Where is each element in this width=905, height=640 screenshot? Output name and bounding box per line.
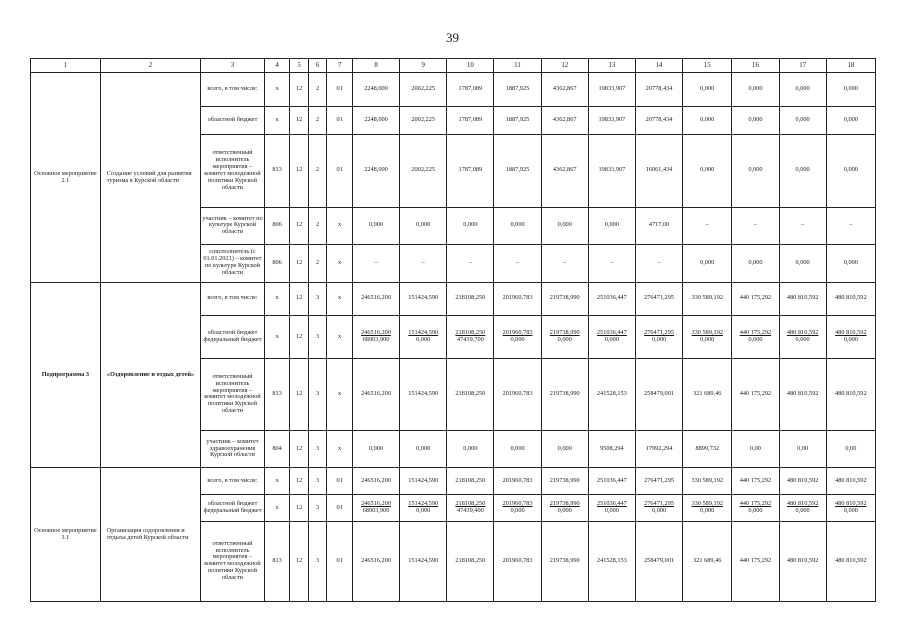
amount-regional: 251036,447 xyxy=(596,500,627,508)
amount-cell: 201960,783 xyxy=(494,468,541,495)
page-number: 39 xyxy=(446,30,459,45)
amount-federal: 0,000 xyxy=(557,506,572,514)
amount-cell: – xyxy=(826,208,875,245)
amount-cell: 19833,907 xyxy=(588,106,635,134)
amount-cell: – xyxy=(541,244,588,282)
amount-federal: 0,000 xyxy=(557,336,572,344)
amount-regional: 276471,295 xyxy=(644,500,675,508)
amount-cell: 1787,089 xyxy=(447,106,494,134)
code-cell-c5: 12 xyxy=(290,208,308,245)
amount-cell: 480 810,592 xyxy=(779,282,826,315)
amount-cell: 16061,434 xyxy=(635,134,682,207)
code-cell-c4: x xyxy=(264,316,290,359)
amount-cell xyxy=(447,316,494,359)
code-cell-c7: 01 xyxy=(327,495,353,522)
amount-cell: 480 810,592 xyxy=(779,468,826,495)
amount-cell xyxy=(541,495,588,522)
amount-federal: 68903,900 xyxy=(362,506,390,514)
code-cell-c6: 2 xyxy=(308,244,326,282)
amount-cell: 0,000 xyxy=(400,430,447,468)
amount-cell: 0,000 xyxy=(683,134,732,207)
amount-cell: 241528,153 xyxy=(588,359,635,430)
amount-cell xyxy=(400,316,447,359)
code-cell-c4: x xyxy=(264,73,290,106)
amount-cell: 0,000 xyxy=(352,208,399,245)
program-title: Организация оздоровления и отдыха детей Курской области xyxy=(100,468,200,602)
amount-federal: 0,000 xyxy=(651,336,667,344)
amount-cell: 1887,925 xyxy=(494,134,541,207)
column-number: 4 xyxy=(264,59,290,73)
amount-cell: 219738,990 xyxy=(541,282,588,315)
code-cell-c4: 806 xyxy=(264,244,290,282)
amount-federal: 0,000 xyxy=(651,506,667,514)
amount-cell: 1787,089 xyxy=(447,73,494,106)
program-title: Создание условий для развития туризма в Курской области xyxy=(100,73,200,282)
code-cell-c4: 813 xyxy=(264,359,290,430)
amount-cell: 218108,250 xyxy=(447,359,494,430)
amount-cell: 0,000 xyxy=(494,208,541,245)
amount-federal: 0,000 xyxy=(604,336,619,344)
amount-cell: – xyxy=(400,244,447,282)
column-number: 1 xyxy=(31,59,101,73)
funding-source: ответственный исполнитель мероприятия – комитет молодежной политики Курской области xyxy=(201,521,265,601)
funding-source: участник – комитет здравоохранения Курской области xyxy=(201,430,265,468)
amount-cell: 8899,732 xyxy=(683,430,732,468)
column-number: 6 xyxy=(308,59,326,73)
code-cell-c4: x xyxy=(264,106,290,134)
amount-regional: 219738,990 xyxy=(549,500,580,508)
column-number: 7 xyxy=(327,59,353,73)
code-cell-c7: 01 xyxy=(327,134,353,207)
amount-cell: 4717,00 xyxy=(635,208,682,245)
code-cell-c7: x xyxy=(327,430,353,468)
amount-cell: 0,000 xyxy=(826,134,875,207)
amount-federal: 0,000 xyxy=(510,506,525,514)
amount-cell: 480 810,592 xyxy=(779,359,826,430)
amount-cell: 1787,089 xyxy=(447,134,494,207)
table-body xyxy=(31,59,876,602)
code-cell-c6: 3 xyxy=(308,495,326,522)
amount-cell: 0,000 xyxy=(779,106,826,134)
amount-cell: 258479,001 xyxy=(635,521,682,601)
amount-cell: 0,000 xyxy=(732,106,779,134)
amount-cell xyxy=(588,316,635,359)
amount-regional: 246516,200 xyxy=(361,329,391,337)
code-cell-c6: 3 xyxy=(308,430,326,468)
amount-cell: 0,000 xyxy=(779,244,826,282)
funding-source: соисполнитель (с 01.01.2021) – комитет по культуре Курской области xyxy=(201,244,265,282)
column-number: 5 xyxy=(290,59,308,73)
amount-cell: 151424,590 xyxy=(400,468,447,495)
code-cell-c7: x xyxy=(327,282,353,315)
column-number: 3 xyxy=(201,59,265,73)
amount-cell: 0,00 xyxy=(826,430,875,468)
column-number: 13 xyxy=(588,59,635,73)
amount-cell: 0,000 xyxy=(541,430,588,468)
funding-source: всего, в том числе: xyxy=(201,468,265,495)
amount-cell: 201960,783 xyxy=(494,521,541,601)
amount-federal: 0,000 xyxy=(604,506,619,514)
amount-cell: 201960,783 xyxy=(494,359,541,430)
amount-cell: 1887,925 xyxy=(494,106,541,134)
column-number: 2 xyxy=(100,59,200,73)
amount-cell: – xyxy=(779,208,826,245)
code-cell-c5: 12 xyxy=(290,282,308,315)
amount-cell: 4362,867 xyxy=(541,106,588,134)
amount-cell: 321 689,46 xyxy=(683,521,732,601)
funding-source: областной бюджет федеральный бюджет xyxy=(201,316,265,359)
table-row xyxy=(31,468,876,495)
amount-cell xyxy=(732,316,779,359)
amount-cell: 321 689,46 xyxy=(683,359,732,430)
code-cell-c4: 813 xyxy=(264,134,290,207)
amount-cell: – xyxy=(732,208,779,245)
amount-federal: 0,000 xyxy=(700,336,715,344)
amount-regional: 276471,295 xyxy=(644,329,675,337)
amount-cell xyxy=(826,495,875,522)
amount-cell: 276471,295 xyxy=(635,468,682,495)
column-number: 12 xyxy=(541,59,588,73)
column-number-row xyxy=(31,59,876,73)
amount-cell: 2002,225 xyxy=(400,73,447,106)
amount-cell xyxy=(779,495,826,522)
code-cell-c7: x xyxy=(327,359,353,430)
amount-cell: 2248,000 xyxy=(352,134,399,207)
amount-cell: 0,000 xyxy=(779,73,826,106)
amount-regional: 480 810,592 xyxy=(835,500,867,508)
amount-federal: 0,000 xyxy=(843,506,858,514)
amount-cell xyxy=(400,495,447,522)
amount-cell: 246516,200 xyxy=(352,282,399,315)
code-cell-c6: 2 xyxy=(308,106,326,134)
amount-federal: 0,000 xyxy=(416,336,431,344)
amount-cell: – xyxy=(494,244,541,282)
amount-federal: 0,000 xyxy=(510,336,525,344)
code-cell-c5: 12 xyxy=(290,359,308,430)
column-number: 16 xyxy=(732,59,779,73)
column-number: 14 xyxy=(635,59,682,73)
amount-cell: 2002,225 xyxy=(400,134,447,207)
amount-regional: 218108,250 xyxy=(455,329,486,337)
column-number: 17 xyxy=(779,59,826,73)
amount-cell: 0,000 xyxy=(826,106,875,134)
amount-regional: 330 589,192 xyxy=(691,329,723,337)
amount-cell: 19833,907 xyxy=(588,134,635,207)
column-number: 11 xyxy=(494,59,541,73)
code-cell-c5: 12 xyxy=(290,244,308,282)
code-cell-c5: 12 xyxy=(290,73,308,106)
amount-cell: 480 810,592 xyxy=(779,521,826,601)
amount-cell: 2002,225 xyxy=(400,106,447,134)
code-cell-c5: 12 xyxy=(290,430,308,468)
amount-cell: 219738,990 xyxy=(541,468,588,495)
amount-federal: 47439,700 xyxy=(456,336,484,344)
amount-cell: 219738,990 xyxy=(541,359,588,430)
program-code: Основное мероприятие 3.1 xyxy=(31,468,101,602)
code-cell-c4: x xyxy=(264,468,290,495)
amount-cell: 20778,434 xyxy=(635,73,682,106)
amount-cell: 19833,907 xyxy=(588,73,635,106)
code-cell-c5: 12 xyxy=(290,495,308,522)
code-cell-c5: 12 xyxy=(290,134,308,207)
column-number: 8 xyxy=(352,59,399,73)
amount-cell: 480 810,592 xyxy=(826,521,875,601)
code-cell-c7: 01 xyxy=(327,468,353,495)
amount-cell: 330 589,192 xyxy=(683,282,732,315)
amount-cell: 218108,250 xyxy=(447,282,494,315)
amount-cell: 0,000 xyxy=(732,134,779,207)
amount-federal: 47439,400 xyxy=(456,506,484,514)
amount-cell: 17992,294 xyxy=(635,430,682,468)
amount-regional: 201960,783 xyxy=(502,500,533,508)
amount-cell: 0,00 xyxy=(779,430,826,468)
amount-cell: 219738,990 xyxy=(541,521,588,601)
amount-regional: 246516,200 xyxy=(361,500,391,508)
amount-cell xyxy=(447,495,494,522)
amount-regional: 219738,990 xyxy=(549,329,580,337)
amount-cell: 0,000 xyxy=(826,73,875,106)
amount-cell: 218108,250 xyxy=(447,468,494,495)
amount-cell xyxy=(494,316,541,359)
column-number: 10 xyxy=(447,59,494,73)
code-cell-c5: 12 xyxy=(290,316,308,359)
amount-cell: – xyxy=(352,244,399,282)
amount-cell: 0,000 xyxy=(683,73,732,106)
code-cell-c5: 12 xyxy=(290,106,308,134)
amount-cell: 440 175,292 xyxy=(732,282,779,315)
amount-cell xyxy=(635,316,682,359)
code-cell-c6: 2 xyxy=(308,134,326,207)
amount-cell: 480 810,592 xyxy=(826,468,875,495)
amount-cell: 480 810,592 xyxy=(826,282,875,315)
amount-cell: 0,000 xyxy=(400,208,447,245)
amount-cell: 0,000 xyxy=(447,430,494,468)
code-cell-c6: 2 xyxy=(308,73,326,106)
amount-regional: 251036,447 xyxy=(596,329,627,337)
amount-cell: 480 810,592 xyxy=(826,359,875,430)
amount-cell: 0,000 xyxy=(779,134,826,207)
code-cell-c6: 3 xyxy=(308,359,326,430)
amount-cell xyxy=(732,495,779,522)
amount-cell: 0,000 xyxy=(683,106,732,134)
funding-source: ответственный исполнитель мероприятия – комитет молодежной политики Курской области xyxy=(201,134,265,207)
program-title: «Оздоровление и отдых детей» xyxy=(100,282,200,468)
amount-cell: – xyxy=(635,244,682,282)
funding-source: областной бюджет федеральный бюджет xyxy=(201,495,265,522)
amount-cell xyxy=(494,495,541,522)
column-number: 9 xyxy=(400,59,447,73)
amount-cell xyxy=(352,495,399,522)
amount-cell: 440 175,292 xyxy=(732,468,779,495)
amount-cell: – xyxy=(447,244,494,282)
code-cell-c6: 3 xyxy=(308,468,326,495)
amount-cell xyxy=(779,316,826,359)
code-cell-c7: x xyxy=(327,316,353,359)
code-cell-c5: 12 xyxy=(290,468,308,495)
amount-cell: 151424,590 xyxy=(400,521,447,601)
amount-cell: 2248,000 xyxy=(352,73,399,106)
amount-cell: 241528,153 xyxy=(588,521,635,601)
amount-cell: 251036,447 xyxy=(588,282,635,315)
amount-cell: 4362,867 xyxy=(541,134,588,207)
amount-cell: 1887,925 xyxy=(494,73,541,106)
amount-regional: 330 589,192 xyxy=(691,500,723,508)
table-row xyxy=(31,282,876,315)
code-cell-c7: x xyxy=(327,244,353,282)
amount-federal: 0,000 xyxy=(843,336,858,344)
amount-cell: 20778,434 xyxy=(635,106,682,134)
amount-cell: 0,000 xyxy=(494,430,541,468)
table-row xyxy=(31,73,876,106)
amount-cell xyxy=(541,316,588,359)
amount-federal: 0,000 xyxy=(748,506,763,514)
amount-federal: 0,000 xyxy=(416,506,431,514)
code-cell-c6: 2 xyxy=(308,208,326,245)
code-cell-c7: x xyxy=(327,208,353,245)
amount-cell: 440 175,292 xyxy=(732,359,779,430)
amount-cell: 0,000 xyxy=(732,244,779,282)
amount-regional: 480 810,592 xyxy=(786,500,819,508)
amount-regional: 480 810,592 xyxy=(786,329,819,337)
amount-federal: 0,000 xyxy=(795,506,810,514)
code-cell-c4: 806 xyxy=(264,208,290,245)
amount-cell: 0,000 xyxy=(447,208,494,245)
amount-cell: 246516,200 xyxy=(352,521,399,601)
amount-regional: 218108,250 xyxy=(455,500,486,508)
amount-cell: 0,000 xyxy=(683,244,732,282)
amount-regional: 440 175,292 xyxy=(739,329,772,337)
funding-source: всего, в том числе: xyxy=(201,73,265,106)
code-cell-c4: 804 xyxy=(264,430,290,468)
amount-cell: 258479,001 xyxy=(635,359,682,430)
amount-cell: 246516,200 xyxy=(352,359,399,430)
amount-federal: 0,000 xyxy=(700,506,715,514)
amount-cell: – xyxy=(588,244,635,282)
amount-cell xyxy=(588,495,635,522)
amount-regional: 151424,590 xyxy=(408,500,439,508)
amount-cell: 0,000 xyxy=(541,208,588,245)
amount-cell: 0,000 xyxy=(352,430,399,468)
amount-regional: 440 175,292 xyxy=(739,500,772,508)
amount-cell: 440 175,292 xyxy=(732,521,779,601)
amount-cell: 151424,590 xyxy=(400,359,447,430)
program-code: Основное мероприятие 2.1 xyxy=(31,73,101,282)
funding-source: ответственный исполнитель мероприятия – комитет молодежной политики Курской области xyxy=(201,359,265,430)
code-cell-c4: 813 xyxy=(264,521,290,601)
amount-federal: 68903,900 xyxy=(362,336,390,344)
funding-source: всего, в том числе: xyxy=(201,282,265,315)
code-cell-c6: 3 xyxy=(308,282,326,315)
amount-cell xyxy=(826,316,875,359)
amount-cell: 0,000 xyxy=(732,73,779,106)
amount-regional: 201960,783 xyxy=(502,329,533,337)
amount-cell: 151424,590 xyxy=(400,282,447,315)
amount-cell: 276471,295 xyxy=(635,282,682,315)
amount-cell: 2248,000 xyxy=(352,106,399,134)
amount-regional: 480 810,592 xyxy=(835,329,867,337)
code-cell-c7: 01 xyxy=(327,73,353,106)
amount-cell: 201960,783 xyxy=(494,282,541,315)
amount-cell: 9508,294 xyxy=(588,430,635,468)
budget-table xyxy=(30,58,876,602)
column-number: 18 xyxy=(826,59,875,73)
amount-cell: 4362,867 xyxy=(541,73,588,106)
column-number: 15 xyxy=(683,59,732,73)
code-cell-c7: 01 xyxy=(327,106,353,134)
amount-cell: – xyxy=(683,208,732,245)
amount-cell xyxy=(683,495,732,522)
amount-regional: 151424,590 xyxy=(408,329,439,337)
code-cell-c6: 3 xyxy=(308,521,326,601)
amount-cell: 246516,200 xyxy=(352,468,399,495)
amount-cell: 330 589,192 xyxy=(683,468,732,495)
funding-source: областной бюджет xyxy=(201,106,265,134)
amount-federal: 0,000 xyxy=(795,336,810,344)
program-code: Подпрограмма 3 xyxy=(31,282,101,468)
amount-cell xyxy=(635,495,682,522)
funding-source: участник – комитет по культуре Курской области xyxy=(201,208,265,245)
amount-cell: 0,00 xyxy=(732,430,779,468)
code-cell-c6: 3 xyxy=(308,316,326,359)
amount-cell: 251036,447 xyxy=(588,468,635,495)
amount-cell: 0,000 xyxy=(588,208,635,245)
code-cell-c4: x xyxy=(264,495,290,522)
code-cell-c5: 12 xyxy=(290,521,308,601)
code-cell-c4: x xyxy=(264,282,290,315)
amount-federal: 0,000 xyxy=(748,336,763,344)
amount-cell xyxy=(352,316,399,359)
code-cell-c7: 01 xyxy=(327,521,353,601)
amount-cell: 0,000 xyxy=(826,244,875,282)
amount-cell: 218108,250 xyxy=(447,521,494,601)
amount-cell xyxy=(683,316,732,359)
